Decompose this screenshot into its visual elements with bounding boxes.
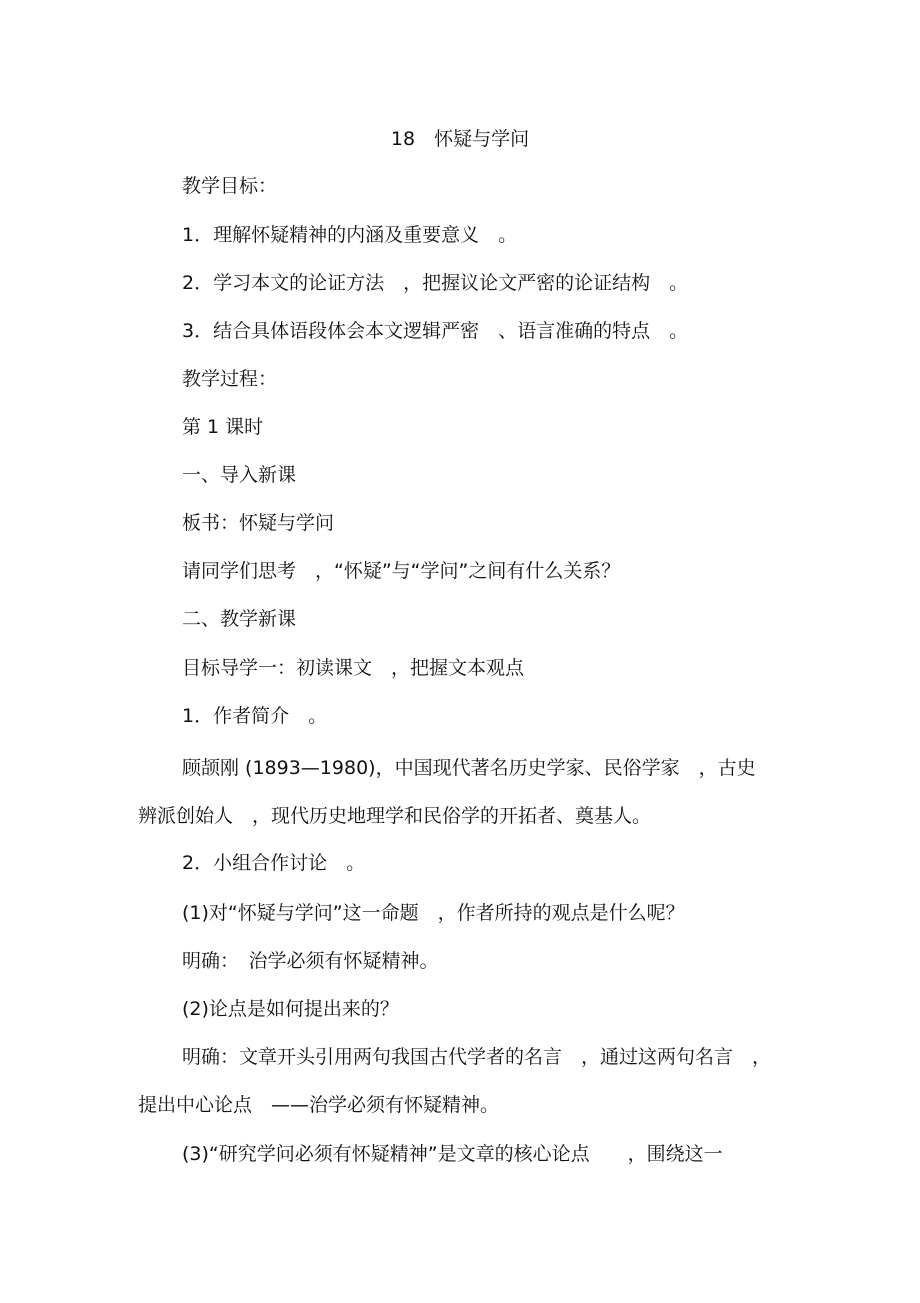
paragraph-teaching-process-heading: 教学过程： <box>182 368 278 390</box>
paragraph-q1: (1)对“怀疑与学问”这一命题 ，作者所持的观点是什么呢？ <box>182 902 685 924</box>
paragraph-blackboard: 板书：怀疑与学问 <box>182 512 335 534</box>
paragraph-lesson-1: 第 1 课时 <box>182 416 264 438</box>
paragraph-section-intro: 一、导入新课 <box>182 464 297 486</box>
paragraph-q3: (3)“研究学问必须有怀疑精神”是文章的核心论点 ，围绕这一 <box>182 1143 723 1165</box>
paragraph-section-new-lesson: 二、教学新课 <box>182 608 297 630</box>
paragraph-answer-2-line-2: 提出中心论点 ——治学必须有怀疑精神。 <box>138 1094 500 1116</box>
document-title: 18 怀疑与学问 <box>390 128 530 150</box>
paragraph-answer-2-line-1: 明确：文章开头引用两句我国古代学者的名言 ，通过这两句名言 ， <box>182 1046 772 1068</box>
paragraph-goal-1: 1．理解怀疑精神的内涵及重要意义 。 <box>182 224 518 246</box>
paragraph-author-intro-line-2: 辨派创始人 ，现代历史地理学和民俗学的开拓者、奠基人。 <box>138 805 652 827</box>
paragraph-group-discussion: 2．小组合作讨论 。 <box>182 852 366 874</box>
paragraph-goal-2: 2．学习本文的论证方法 ，把握议论文严密的论证结构 。 <box>182 272 689 294</box>
paragraph-q2: (2)论点是如何提出来的？ <box>182 998 399 1020</box>
paragraph-author-intro-line-1: 顾颉刚 (1893—1980)，中国现代著名历史学家、民俗学家 ，古史 <box>182 757 756 779</box>
paragraph-goal-3: 3．结合具体语段体会本文逻辑严密 、语言准确的特点 。 <box>182 320 689 342</box>
paragraph-target-1: 目标导学一：初读课文 ，把握文本观点 <box>182 657 525 679</box>
paragraph-author-intro-heading: 1．作者简介 。 <box>182 705 328 727</box>
paragraph-question: 请同学们思考 ，“怀疑”与“学问”之间有什么关系？ <box>182 560 621 582</box>
paragraph-teaching-goals-heading: 教学目标： <box>182 175 278 197</box>
paragraph-answer-1: 明确： 治学必须有怀疑精神。 <box>182 950 439 972</box>
